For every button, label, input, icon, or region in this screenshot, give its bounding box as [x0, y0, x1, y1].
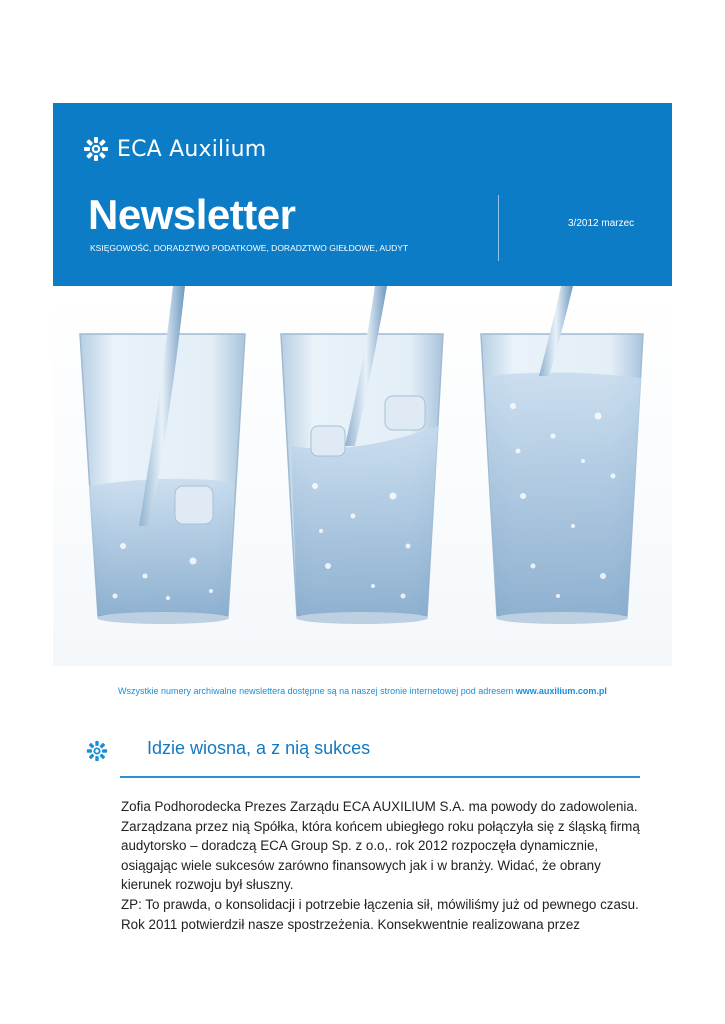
section-rule — [120, 776, 640, 778]
section-heading: Idzie wiosna, a z nią sukces — [147, 738, 371, 758]
newsletter-title: Newsletter — [88, 191, 296, 238]
company-logo — [83, 136, 266, 162]
article-paragraph: ZP: To prawda, o konsolidacji i potrzebie łączenia sił, mówiliśmy już od pewnego czasu. Rok 2011 potwierdził nasze spostrzeżenia. Konsekwentnie realizowana przez — [121, 896, 639, 932]
eca-logo-icon — [83, 136, 109, 162]
section-gear-icon — [86, 740, 108, 762]
glass-left — [80, 286, 245, 624]
article-paragraph: Zofia Podhorodecka Prezes Zarządu ECA AUXILIUM S.A. ma powody do zadowolenia. Zarządzana przez nią Spółka, która końcem ubiegłego roku połączyła się z śląską firmą audytorsko – doradczą ECA Group Sp. z o.o,. rok 2012 rozpoczęła dynamicznie, osiągając wiele sukcesów zarówno finansowych jak i w branży. Widać, że obrany kierunek rozwoju był słuszny. — [121, 799, 640, 893]
glass-right — [481, 286, 643, 624]
header-divider — [498, 195, 499, 261]
logo-text: ECA Auxilium — [117, 136, 267, 162]
water-glasses-photo — [53, 286, 672, 666]
issue-date: 3/2012 marzec — [568, 218, 635, 229]
article-body — [121, 797, 641, 934]
newsletter-header — [53, 103, 672, 286]
archive-note — [53, 686, 672, 696]
glass-middle — [281, 286, 443, 624]
newsletter-subtitle: KSIĘGOWOŚĆ, DORADZTWO PODATKOWE, DORADZTWO GIEŁDOWE, AUDYT — [90, 243, 409, 253]
archive-text: Wszystkie numery archiwalne newslettera dostępne są na naszej stronie internetowej pod adresem — [118, 686, 516, 696]
website-link[interactable]: www.auxilium.com.pl — [515, 686, 607, 696]
